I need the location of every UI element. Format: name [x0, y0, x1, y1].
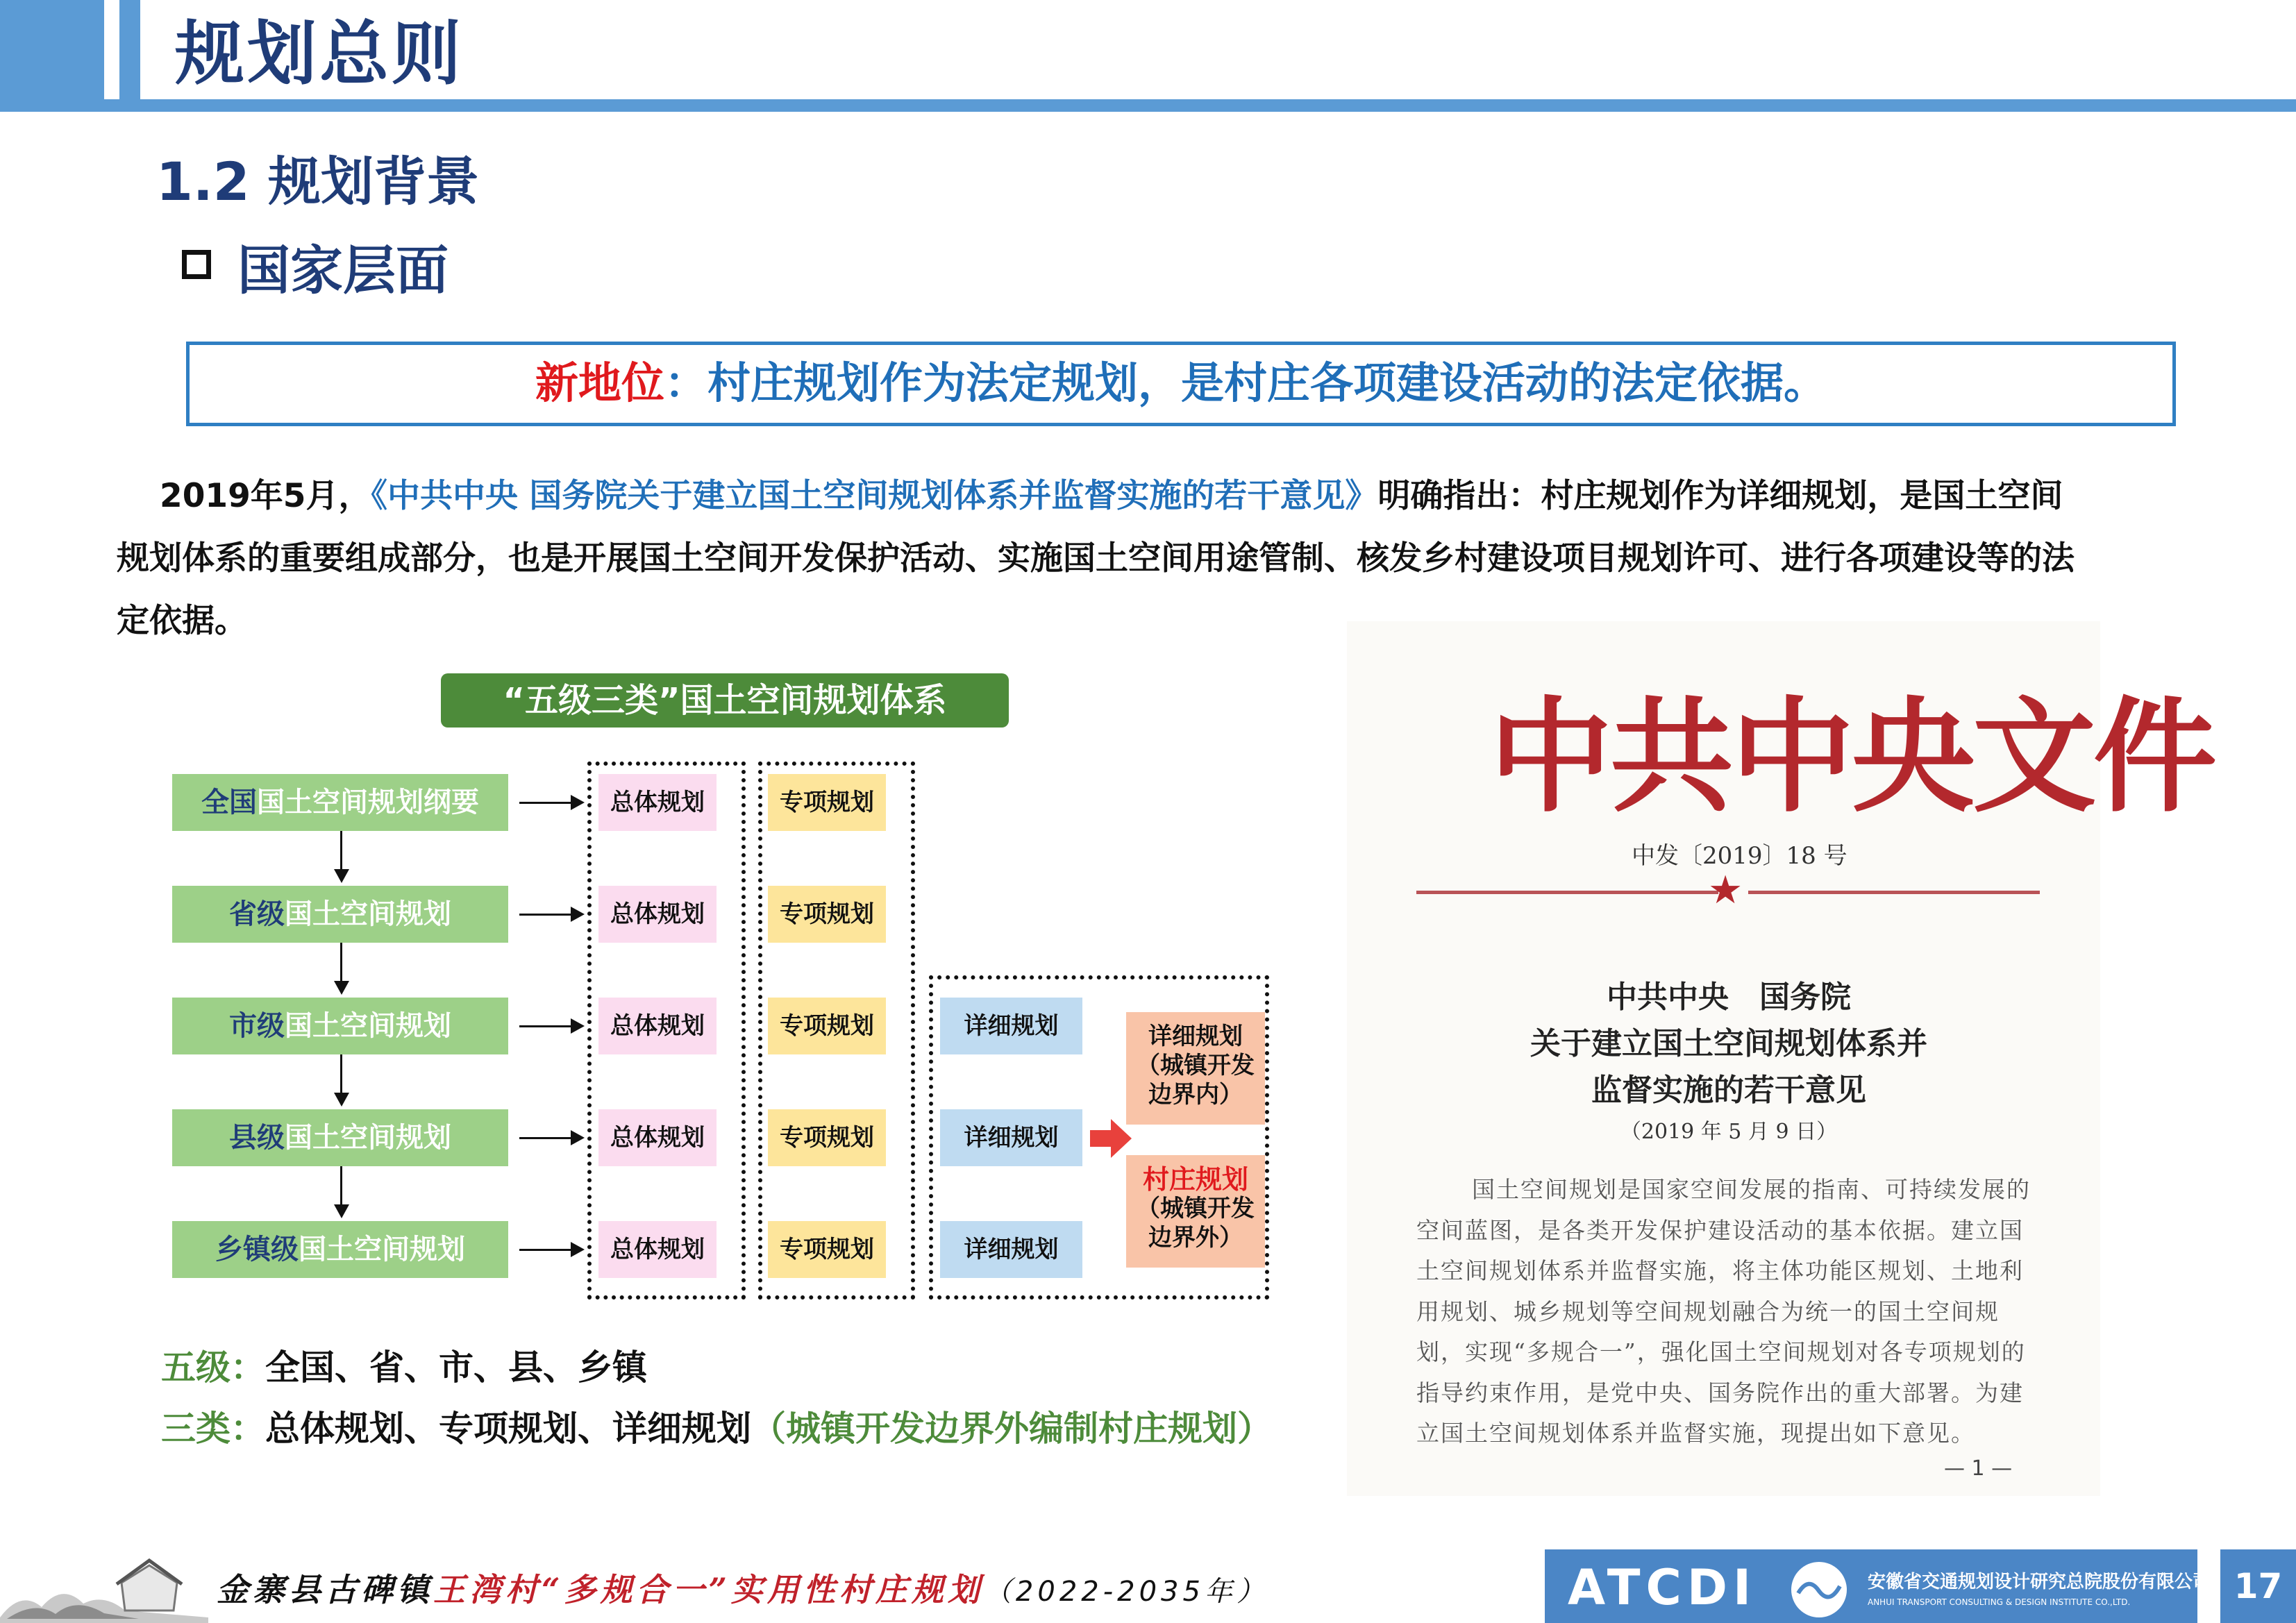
document-title-line: 关于建立国土空间规划体系并	[1530, 1026, 1927, 1061]
document-rule-left	[1416, 891, 1718, 894]
banner-text: ：村庄规划作为法定规划，是村庄各项建设活动的法定依据。	[664, 358, 1827, 408]
right-arrow-line	[519, 1137, 572, 1139]
project-title	[217, 1565, 1268, 1616]
down-arrow-icon	[334, 1204, 349, 1218]
outcome-line: 村庄规划	[1142, 1164, 1248, 1195]
highlight-banner	[186, 342, 2176, 426]
right-arrow-line	[519, 802, 572, 804]
project-prefix: 金寨县古碑镇	[217, 1571, 433, 1608]
wave-logo-icon	[1791, 1562, 1847, 1617]
level-key: 省级	[229, 898, 285, 930]
level-national	[172, 774, 508, 831]
level-town	[172, 1221, 508, 1278]
project-name: “多规合一”实用性村庄规划	[542, 1571, 984, 1608]
special-plan-cell: 专项规划	[768, 1221, 886, 1278]
document-header: 中共中央文件	[1489, 684, 2214, 829]
project-years: （2022-2035年）	[983, 1576, 1268, 1608]
page-title: 规划总则	[175, 13, 464, 94]
right-arrow-icon	[571, 1130, 585, 1145]
overall-plan-cell: 总体规划	[598, 886, 717, 943]
outcome-line: 边界内）	[1148, 1081, 1243, 1109]
level-rest: 国土空间规划	[299, 1234, 465, 1265]
checkbox-bullet-icon	[182, 250, 211, 279]
legend-label: 三类：	[161, 1408, 265, 1449]
down-arrow-line	[340, 943, 342, 981]
special-plan-cell: 专项规划	[768, 774, 886, 831]
level-key: 市级	[229, 1010, 285, 1042]
right-arrow-icon	[571, 1018, 585, 1034]
detail-plan-cell: 详细规划	[940, 998, 1082, 1054]
diagram-title: “五级三类”国土空间规划体系	[441, 673, 1009, 728]
header-accent-gap	[104, 0, 119, 101]
outcome-line: （城镇开发	[1137, 1195, 1255, 1222]
overall-plan-cell: 总体规划	[598, 998, 717, 1054]
outcome-line: 边界外）	[1148, 1224, 1243, 1252]
special-plan-cell: 专项规划	[768, 886, 886, 943]
company-name-en: ANHUI TRANSPORT CONSULTING & DESIGN INSTITUTE CO.,LTD.	[1868, 1597, 2131, 1607]
legend-three-types	[161, 1401, 1272, 1456]
company-logo: ATCDI	[1568, 1559, 1757, 1616]
right-arrow-icon	[571, 907, 585, 922]
level-key: 县级	[229, 1122, 285, 1154]
document-date: （2019 年 5 月 9 日）	[1620, 1120, 1838, 1144]
project-village: 王湾村	[433, 1571, 542, 1608]
down-arrow-line	[340, 1166, 342, 1204]
detail-plan-cell: 详细规划	[940, 1221, 1082, 1278]
level-province	[172, 886, 508, 943]
down-arrow-line	[340, 831, 342, 869]
level-city	[172, 998, 508, 1054]
banner-lead: 新地位	[535, 358, 664, 408]
star-icon: ★	[1708, 868, 1743, 913]
legend-label: 五级：	[161, 1347, 265, 1388]
ink-landscape-illustration	[0, 1541, 208, 1623]
page-number: 17	[2220, 1549, 2296, 1623]
special-plan-cell: 专项规划	[768, 1109, 886, 1166]
outcome-detail-plan	[1126, 1012, 1265, 1125]
para-doc-title: 《中共中央 国务院关于建立国土空间规划体系并监督实施的若干意见》	[371, 477, 1378, 515]
down-arrow-icon	[334, 869, 349, 883]
overall-plan-cell: 总体规划	[598, 774, 717, 831]
outcome-line: （城镇开发	[1137, 1052, 1255, 1079]
down-arrow-icon	[334, 1093, 349, 1107]
special-plan-cell: 专项规划	[768, 998, 886, 1054]
level-rest: 国土空间规划	[285, 1122, 451, 1154]
para-line3: 定依据。	[117, 602, 247, 640]
level-rest: 国土空间规划纲要	[257, 787, 479, 818]
outcome-line: 详细规划	[1148, 1023, 1243, 1050]
document-title-line: 监督实施的若干意见	[1591, 1073, 1866, 1108]
subsection-title: 国家层面	[237, 239, 449, 301]
legend-note: （城镇开发边界外编制村庄规划）	[751, 1408, 1272, 1449]
level-rest: 国土空间规划	[285, 898, 451, 930]
overall-plan-cell: 总体规划	[598, 1109, 717, 1166]
document-body: 国土空间规划是国家空间发展的指南、可持续发展的空间蓝图，是各类开发保护建设活动的基本依据。建立国土空间规划体系并监督实施，将主体功能区规划、土地利用规划、城乡规划等空间规划融合为统一的国土空间规划，实现“多规合一”，强化国土空间规划对各专项规划的指导约束作用，是党中央、国务院作出的重大部署。为建立国土空间规划体系并监督实施，现提出如下意见。	[1416, 1176, 2031, 1447]
document-rule-right	[1748, 891, 2040, 894]
level-key: 乡镇级	[215, 1234, 299, 1265]
overall-plan-cell: 总体规划	[598, 1221, 717, 1278]
down-arrow-line	[340, 1054, 342, 1093]
legend-text: 全国、省、市、县、乡镇	[265, 1347, 647, 1388]
red-right-arrow-icon	[1090, 1119, 1132, 1158]
header-accent-block	[0, 0, 104, 101]
outcome-village-plan	[1126, 1155, 1265, 1268]
detail-plan-cell: 详细规划	[940, 1109, 1082, 1166]
right-arrow-line	[519, 914, 572, 916]
right-arrow-line	[519, 1025, 572, 1027]
level-rest: 国土空间规划	[285, 1010, 451, 1042]
para-line2: 规划体系的重要组成部分，也是开展国土空间开发保护活动、实施国土空间用途管制、核发乡村建设项目规划许可、进行各项建设等的法	[117, 539, 2075, 578]
section-title: 1.2 规划背景	[156, 151, 480, 212]
para-date: 2019年5月，	[160, 477, 371, 515]
para-line1: 明确指出：村庄规划作为详细规划，是国土空间	[1377, 477, 2063, 515]
right-arrow-icon	[571, 1242, 585, 1257]
right-arrow-line	[519, 1249, 572, 1251]
legend-five-levels	[161, 1340, 647, 1395]
legend-text: 总体规划、专项规划、详细规划	[265, 1408, 751, 1449]
level-key: 全国	[201, 787, 257, 818]
down-arrow-icon	[334, 981, 349, 995]
company-name-cn: 安徽省交通规划设计研究总院股份有限公司	[1868, 1572, 2211, 1592]
level-county	[172, 1109, 508, 1166]
right-arrow-icon	[571, 795, 585, 810]
document-title-line: 中共中央 国务院	[1607, 979, 1851, 1015]
document-number: 中发〔2019〕18 号	[1632, 842, 1847, 870]
document-page-number: — 1 —	[1944, 1456, 2013, 1481]
header-rule	[0, 99, 2296, 112]
header-accent-stripe	[119, 0, 140, 101]
